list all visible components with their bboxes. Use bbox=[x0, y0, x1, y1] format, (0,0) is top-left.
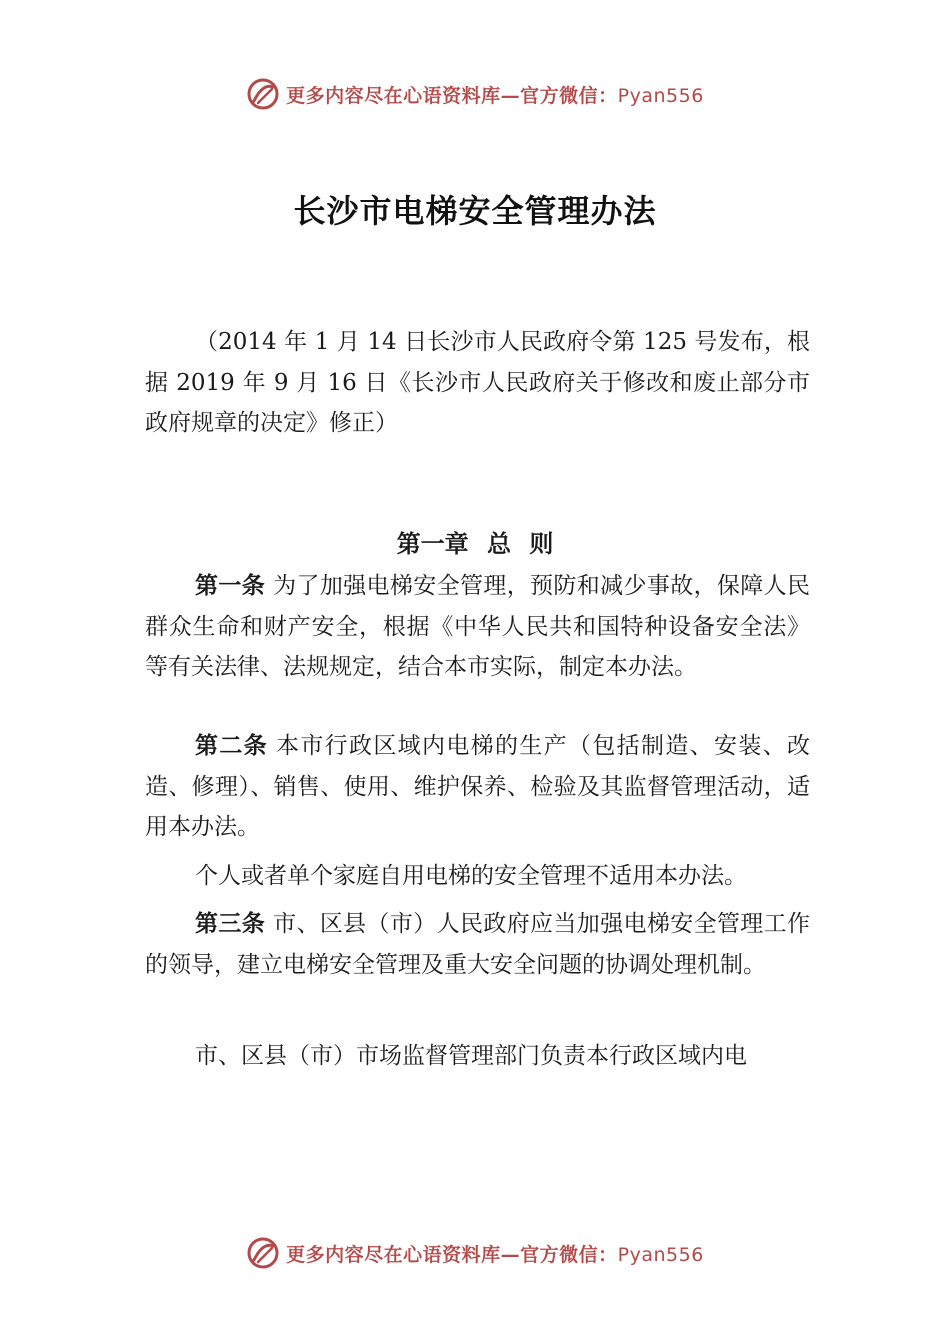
article-1 bbox=[145, 566, 810, 688]
article-3 bbox=[145, 904, 810, 985]
article-text: 本市行政区域内电梯的生产（包括制造、安装、改造、修理）、销售、使用、维护保养、检验及其监督管理活动，适用本办法。 bbox=[145, 733, 810, 840]
article-text: 市、区县（市）市场监督管理部门负责本行政区域内电 bbox=[195, 1043, 747, 1069]
article-text: 个人或者单个家庭自用电梯的安全管理不适用本办法。 bbox=[195, 863, 747, 889]
watermark-text: 更多内容尽在心语资料库—官方微信：Pyan556 bbox=[286, 84, 704, 107]
article-paragraph bbox=[145, 1036, 810, 1077]
article-3-para-2 bbox=[145, 1036, 810, 1077]
article-text: 市、区县（市）人民政府应当加强电梯安全管理工作的领导，建立电梯安全管理及重大安全问题的协调处理机制。 bbox=[145, 911, 811, 978]
article-paragraph bbox=[145, 904, 810, 985]
preamble-block bbox=[145, 322, 810, 444]
article-label: 第一条 bbox=[195, 573, 266, 599]
watermark-banner-bottom bbox=[0, 1231, 950, 1275]
preamble-text: （2014 年 1 月 14 日长沙市人民政府令第 125 号发布，根据 2019 年 9 月 16 日《长沙市人民政府关于修改和废止部分市政府规章的决定》修正） bbox=[145, 329, 810, 436]
article-2-para-2 bbox=[145, 856, 810, 897]
watermark-wechat: Pyan556 bbox=[617, 84, 704, 107]
article-paragraph bbox=[145, 856, 810, 897]
watermark-banner-top bbox=[0, 72, 950, 116]
article-paragraph bbox=[145, 566, 810, 688]
article-label: 第二条 bbox=[195, 733, 268, 759]
watermark-text: 更多内容尽在心语资料库—官方微信：Pyan556 bbox=[286, 1243, 704, 1266]
document-title: 长沙市电梯安全管理办法 bbox=[293, 192, 657, 230]
watermark-wechat: Pyan556 bbox=[617, 1243, 704, 1266]
article-paragraph bbox=[145, 726, 810, 848]
chapter-heading: 第一章 总 则 bbox=[396, 530, 554, 558]
article-2 bbox=[145, 726, 810, 848]
article-label: 第三条 bbox=[195, 911, 266, 937]
watermark-logo-icon bbox=[246, 77, 280, 111]
article-text: 为了加强电梯安全管理，预防和减少事故，保障人民群众生命和财产安全，根据《中华人民共和国特种设备安全法》等有关法律、法规规定，结合本市实际，制定本办法。 bbox=[145, 573, 811, 680]
watermark-logo-icon bbox=[246, 1236, 280, 1270]
